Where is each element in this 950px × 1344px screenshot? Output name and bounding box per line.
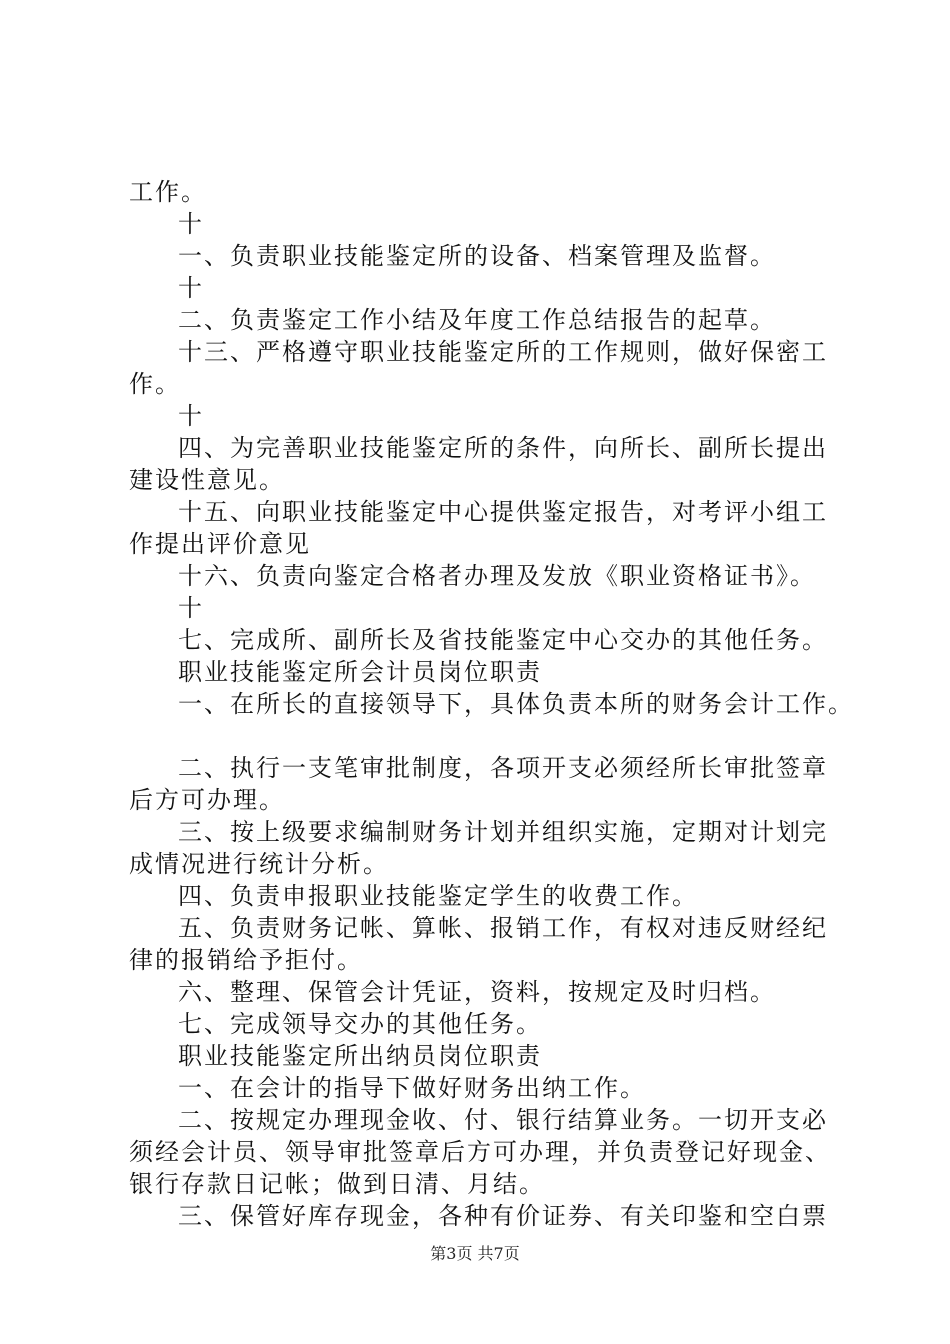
section-heading: 职业技能鉴定所会计员岗位职责 — [178, 658, 542, 686]
text-line: 十 — [178, 402, 204, 430]
text-line: 三、按上级要求编制财务计划并组织实施，定期对计划完 — [178, 818, 828, 846]
text-line: 四、为完善职业技能鉴定所的条件，向所长、副所长提出 — [178, 434, 828, 462]
text-line: 十五、向职业技能鉴定中心提供鉴定报告，对考评小组工 — [178, 498, 828, 526]
text-line: 银行存款日记帐；做到日清、月结。 — [129, 1170, 545, 1198]
section-heading: 职业技能鉴定所出纳员岗位职责 — [178, 1042, 542, 1070]
text-line: 十六、负责向鉴定合格者办理及发放《职业资格证书》。 — [178, 562, 816, 590]
text-line: 十 — [178, 210, 204, 238]
text-line: 五、负责财务记帐、算帐、报销工作，有权对违反财经纪 — [178, 914, 828, 942]
text-line: 工作。 — [129, 178, 207, 206]
text-line: 七、完成所、副所长及省技能鉴定中心交办的其他任务。 — [178, 626, 828, 654]
text-line: 十 — [178, 594, 204, 622]
text-line: 一、在会计的指导下做好财务出纳工作。 — [178, 1074, 646, 1102]
page-footer: 第3页 共7页 — [430, 1244, 520, 1263]
text-line: 二、负责鉴定工作小结及年度工作总结报告的起草。 — [178, 306, 776, 334]
text-line: 建设性意见。 — [129, 466, 285, 494]
text-line: 七、完成领导交办的其他任务。 — [178, 1010, 542, 1038]
text-line: 一、负责职业技能鉴定所的设备、档案管理及监督。 — [178, 242, 776, 270]
text-line: 律的报销给予拒付。 — [129, 946, 363, 974]
text-line: 一、在所长的直接领导下，具体负责本所的财务会计工作。 — [178, 690, 854, 718]
text-line: 十三、严格遵守职业技能鉴定所的工作规则，做好保密工 — [178, 338, 828, 366]
text-line: 作。 — [129, 370, 181, 398]
text-line: 作提出评价意见 — [129, 530, 311, 558]
text-line: 成情况进行统计分析。 — [129, 850, 389, 878]
text-line: 十 — [178, 274, 204, 302]
text-line: 六、整理、保管会计凭证，资料，按规定及时归档。 — [178, 978, 776, 1006]
text-line: 后方可办理。 — [129, 786, 285, 814]
text-line: 二、按规定办理现金收、付、银行结算业务。一切开支必 — [178, 1106, 828, 1134]
text-line: 三、保管好库存现金，各种有价证券、有关印鉴和空白票 — [178, 1202, 828, 1230]
text-line: 四、负责申报职业技能鉴定学生的收费工作。 — [178, 882, 698, 910]
text-line: 须经会计员、领导审批签章后方可办理，并负责登记好现金、 — [129, 1138, 831, 1166]
text-line: 二、执行一支笔审批制度，各项开支必须经所长审批签章 — [178, 754, 828, 782]
